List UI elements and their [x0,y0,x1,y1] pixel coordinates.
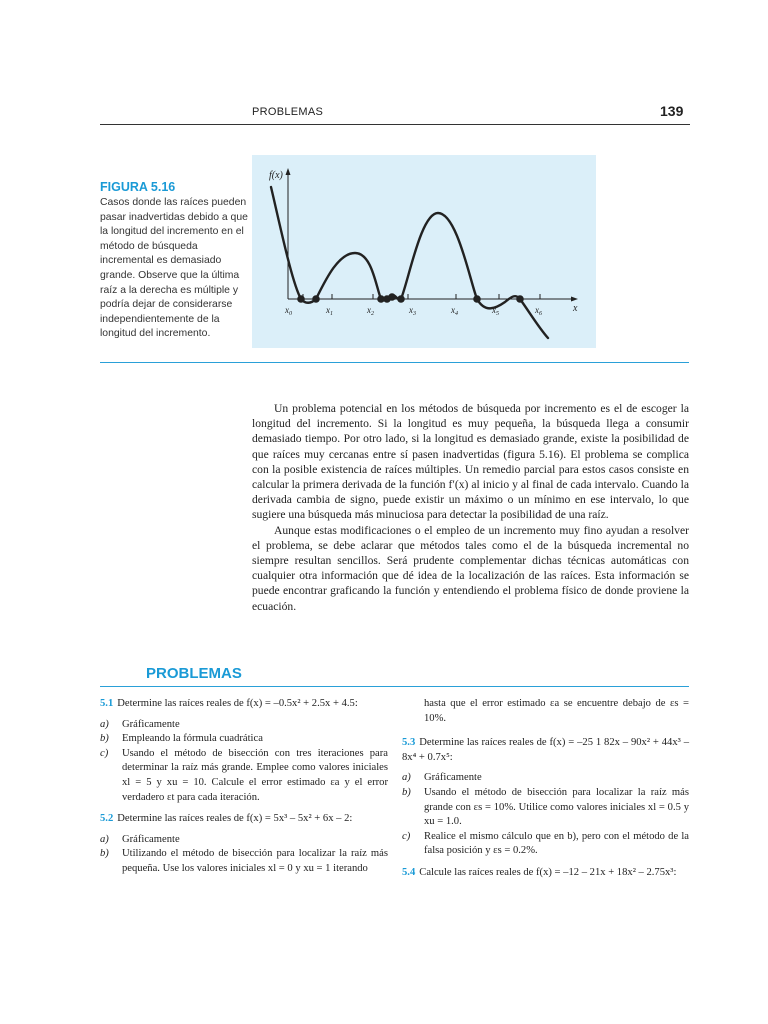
function-curve [271,187,548,338]
paragraph-1: Un problema potencial en los métodos de búsqueda por incremento es el de escoger la longitud del incremento. Si la longitud es muy pequeña, la búsqueda llega a consumir demasiado tiempo. Por otro lado, si la longitud es demasiado grande, existe la posibilidad de que raíces muy cercanas entre sí pasen inadvertidas (figura 5.16). El problema se complica con la posible existencia de raíces múltiples. Un remedio parcial para estos casos consiste en calcular la primera derivada de la función f′(x) al inicio y al final de cada intervalo. Cuando la derivada cambia de signo, puede existir un máximo o un mínimo en ese intervalo, lo que sugiere una búsqueda más minuciosa para detectar la posibilidad de una raíz. [252,402,689,522]
problem-item: b) Empleando la fórmula cuadrática [100,733,263,745]
figure-plot [252,155,596,348]
problem-number: 5.3 [402,737,416,749]
problems-rule [100,686,689,687]
tick-label-x6: $x_6$ [535,305,542,317]
problem-number: 5.1 [100,698,114,709]
problem-item: c) Realice el mismo cálculo que en b), pero con el método de la falsa posición y εs = 0.2%. [402,830,689,857]
problems-right-column [402,697,689,887]
tick-label-x0: $x_0$ [285,305,292,317]
problems-heading: PROBLEMAS [146,665,242,682]
problem-item: c) Usando el método de bisección con tres iteraciones para determinar la raíz más grande. Emplee como valores iniciales xl = 5 y xu = 10. Calcule el error estimado εa y el error verdadero εt para cada iteración. [100,747,388,803]
figure-separator [100,362,689,363]
body-text [252,401,689,614]
root-point [397,295,405,303]
tick-label-x3: $x_3$ [409,305,416,317]
problem-item: a) Gráficamente [100,718,180,730]
tick-label-x2: $x_2$ [367,305,374,317]
problem-5-2-stem: 5.2 Determine las raíces reales de f(x) = 5x³ – 5x² + 6x – 2: [100,813,353,825]
problem-item: a) Gráficamente [402,772,482,784]
root-point [297,295,305,303]
tick-label-x1: $x_1$ [326,305,333,317]
problems-left-column [100,697,388,877]
problem-5-2-continuation: hasta que el error estimado εa se encuentre debajo de εs = 10%. [424,698,689,724]
x-axis-arrow [571,297,578,302]
y-axis-arrow [286,168,291,175]
page-number: 139 [660,103,684,119]
y-axis-label: f(x) [269,170,283,181]
running-header-title: PROBLEMAS [252,106,324,118]
header-rule [100,124,690,125]
x-axis-label: x [573,303,578,314]
root-point [312,295,320,303]
figure-label: FIGURA 5.16 [100,180,176,194]
tick-label-x5: $x_5$ [492,305,499,317]
problem-number: 5.2 [100,813,114,825]
problem-item: b) Utilizando el método de bisección para localizar la raíz más pequeña. Use los valores iniciales xl = 0 y xu = 1 iterando [100,848,388,874]
problem-5-1-stem: 5.1 Determine las raíces reales de f(x) = –0.5x² + 2.5x + 4.5: [100,698,358,709]
root-point [388,293,396,301]
figure-caption: Casos donde las raíces pueden pasar inadvertidas debido a que la longitud del incremento en el método de búsqueda incremental es demasiado grande. Observe que la última raíz a la derecha es múltiple y podría dejar de considerarse independientemente de la longitud del incremento. [100,197,248,340]
problem-item: a) Gráficamente [100,833,180,845]
problem-number: 5.4 [402,866,416,878]
paragraph-2: Aunque estas modificaciones o el empleo de un incremento muy fino ayudan a resolver el problema, se debe aclarar que métodos tales como el de la búsqueda incremental no siempre resultan sencillos. Será prudente complementar dichas técnicas automáticas con cualquier otra información que dé idea de la localización de las raíces. Esta información se puede encontrar graficando la función y entendiendo el problema físico de donde proviene la ecuación. [252,523,689,613]
root-point [473,295,481,303]
figure-panel [252,155,596,348]
problem-item: b) Usando el método de bisección para localizar la raíz más grande con εs = 10%. Utilice como valores iniciales xl = 0.5 y xu = 1.0. [402,786,689,828]
problem-5-3-stem: 5.3 Determine las raíces reales de f(x) = –25 1 82x – 90x² + 44x³ – 8x⁴ + 0.7x⁵: [402,737,689,763]
tick-label-x4: $x_4$ [451,305,458,317]
root-point [516,295,524,303]
problem-5-4-stem: 5.4 Calcule las raíces reales de f(x) = –12 – 21x + 18x² – 2.75x³: [402,866,677,878]
